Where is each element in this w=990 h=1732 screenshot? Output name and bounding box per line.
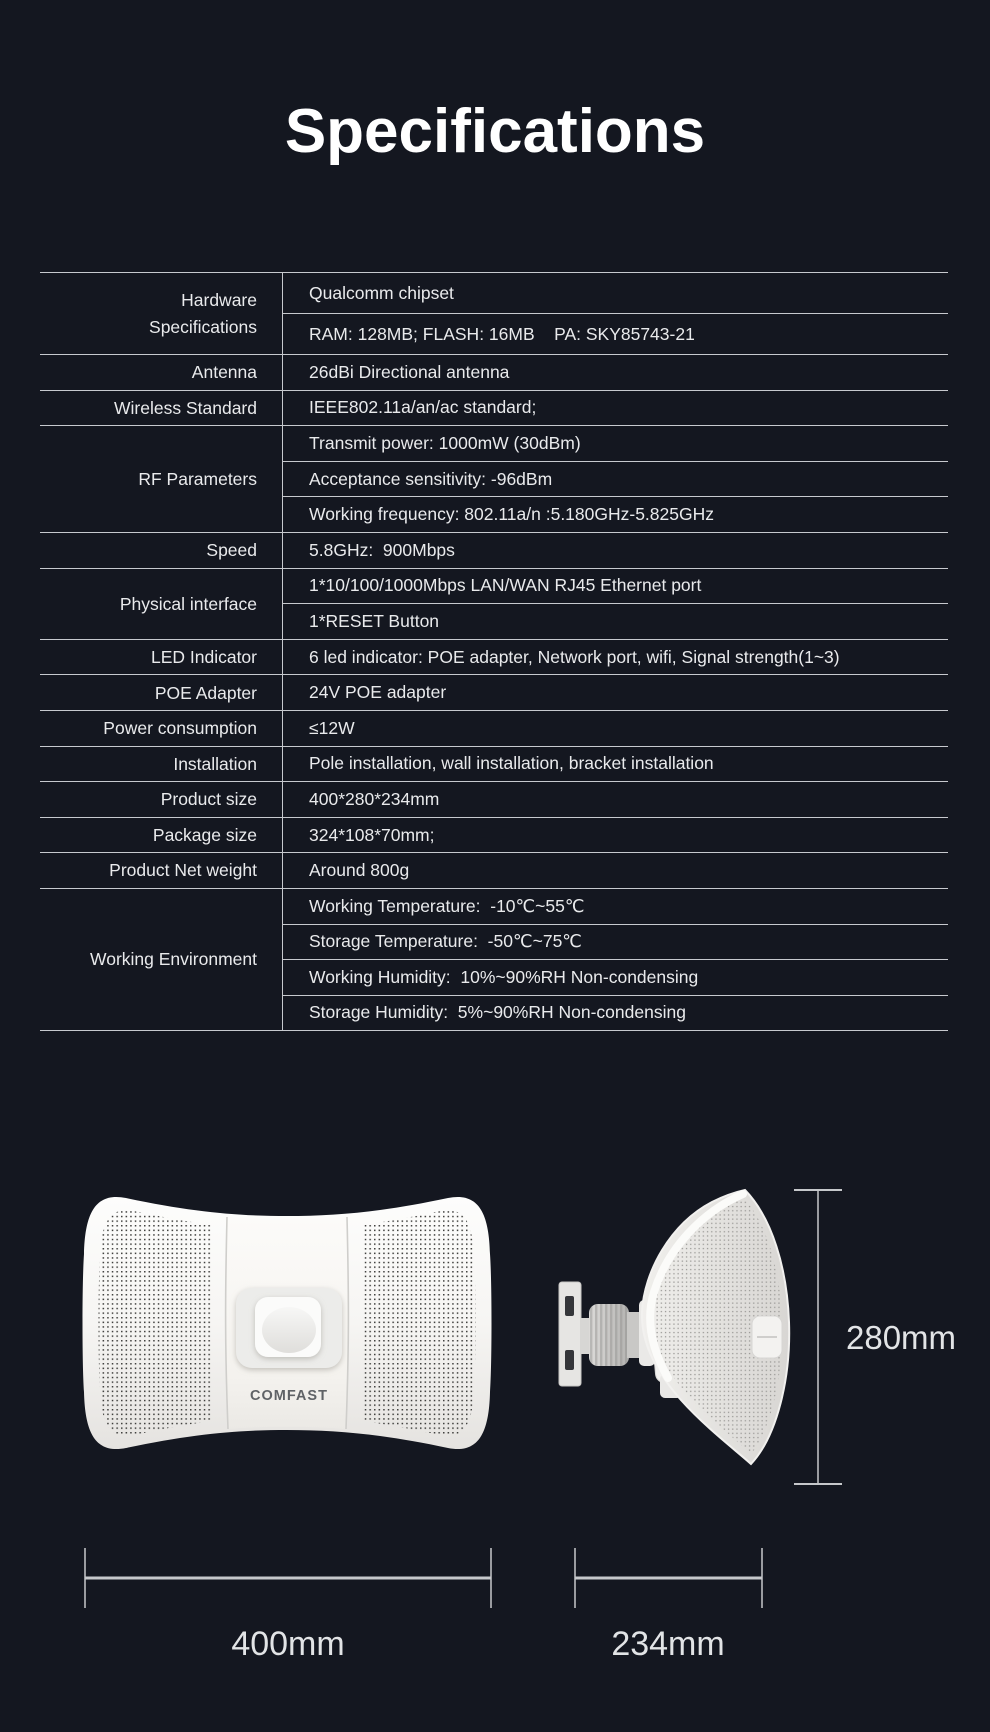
spec-value-row: Working Temperature: -10℃~55℃ — [309, 895, 585, 916]
spec-label: Hardware Specifications — [40, 273, 283, 354]
front-feed-button — [236, 1288, 342, 1368]
spec-value-row: RAM: 128MB; FLASH: 16MB PA: SKY85743-21 — [283, 313, 948, 354]
spec-group — [40, 425, 948, 532]
spec-group — [40, 568, 948, 639]
front-perforation-right — [362, 1210, 476, 1436]
spec-value-row: Acceptance sensitivity: -96dBm — [283, 461, 948, 497]
spec-label: Speed — [40, 533, 283, 568]
spec-group — [40, 354, 948, 390]
brand-logo-text: COMFAST — [250, 1388, 328, 1404]
spec-group — [40, 781, 948, 817]
spec-label: Working Environment — [40, 889, 283, 1030]
spec-value-row: Working frequency: 802.11a/n :5.180GHz-5.825GHz — [283, 496, 948, 532]
spec-group — [40, 746, 948, 782]
dimension-width — [85, 1548, 491, 1608]
spec-value-row: 24V POE adapter — [309, 682, 447, 703]
spec-value-row: 324*108*70mm; — [309, 824, 435, 845]
spec-group — [40, 390, 948, 426]
spec-label: Wireless Standard — [40, 391, 283, 426]
spec-label: Package size — [40, 818, 283, 853]
spec-value-row: Transmit power: 1000mW (30dBm) — [309, 432, 581, 453]
spec-value-row: 1*10/100/1000Mbps LAN/WAN RJ45 Ethernet port — [309, 575, 702, 596]
spec-value-row: Storage Temperature: -50℃~75℃ — [283, 924, 948, 960]
dim-depth-label: 234mm — [611, 1625, 725, 1663]
spec-value-row: 6 led indicator: POE adapter, Network port, wifi, Signal strength(1~3) — [309, 646, 840, 667]
spec-group — [40, 817, 948, 853]
spec-group — [40, 532, 948, 568]
pole-mount-bracket — [559, 1282, 655, 1386]
spec-value-row: 400*280*234mm — [309, 788, 440, 809]
spec-group — [40, 888, 948, 1030]
spec-value-row: Working Humidity: 10%~90%RH Non-condensing — [283, 959, 948, 995]
spec-value-row: 1*RESET Button — [283, 603, 948, 639]
spec-group — [40, 852, 948, 888]
front-perforation-left — [99, 1210, 213, 1436]
spec-label: Physical interface — [40, 569, 283, 639]
spec-value-row: 26dBi Directional antenna — [309, 361, 510, 382]
spec-label: POE Adapter — [40, 675, 283, 710]
spec-value-row: 5.8GHz: 900Mbps — [309, 539, 455, 560]
page-title: Specifications — [284, 97, 706, 166]
spec-label: Product Net weight — [40, 853, 283, 888]
spec-label: LED Indicator — [40, 640, 283, 675]
product-figure — [0, 1150, 990, 1732]
spec-value-row: Around 800g — [309, 860, 410, 881]
dish-right-clip — [752, 1316, 782, 1358]
spec-group — [40, 674, 948, 710]
spec-label: Antenna — [40, 355, 283, 390]
spec-value-row: ≤12W — [309, 717, 355, 738]
spec-value-row: Storage Humidity: 5%~90%RH Non-condensing — [283, 995, 948, 1031]
dimension-height — [794, 1190, 842, 1484]
spec-label: RF Parameters — [40, 426, 283, 532]
dimension-depth — [575, 1548, 762, 1608]
spec-table — [40, 272, 948, 1031]
side-view — [559, 1190, 789, 1464]
spec-label: Power consumption — [40, 711, 283, 746]
spec-group — [40, 639, 948, 675]
spec-label: Product size — [40, 782, 283, 817]
dim-width-label: 400mm — [231, 1625, 345, 1663]
spec-group — [40, 710, 948, 746]
spec-group — [40, 272, 948, 354]
front-view — [83, 1197, 492, 1449]
spec-value-row: IEEE802.11a/an/ac standard; — [309, 397, 537, 418]
spec-value-row: Qualcomm chipset — [309, 282, 454, 303]
spec-label: Installation — [40, 747, 283, 782]
dim-height-label: 280mm — [846, 1319, 957, 1356]
spec-value-row: Pole installation, wall installation, bracket installation — [309, 753, 714, 774]
